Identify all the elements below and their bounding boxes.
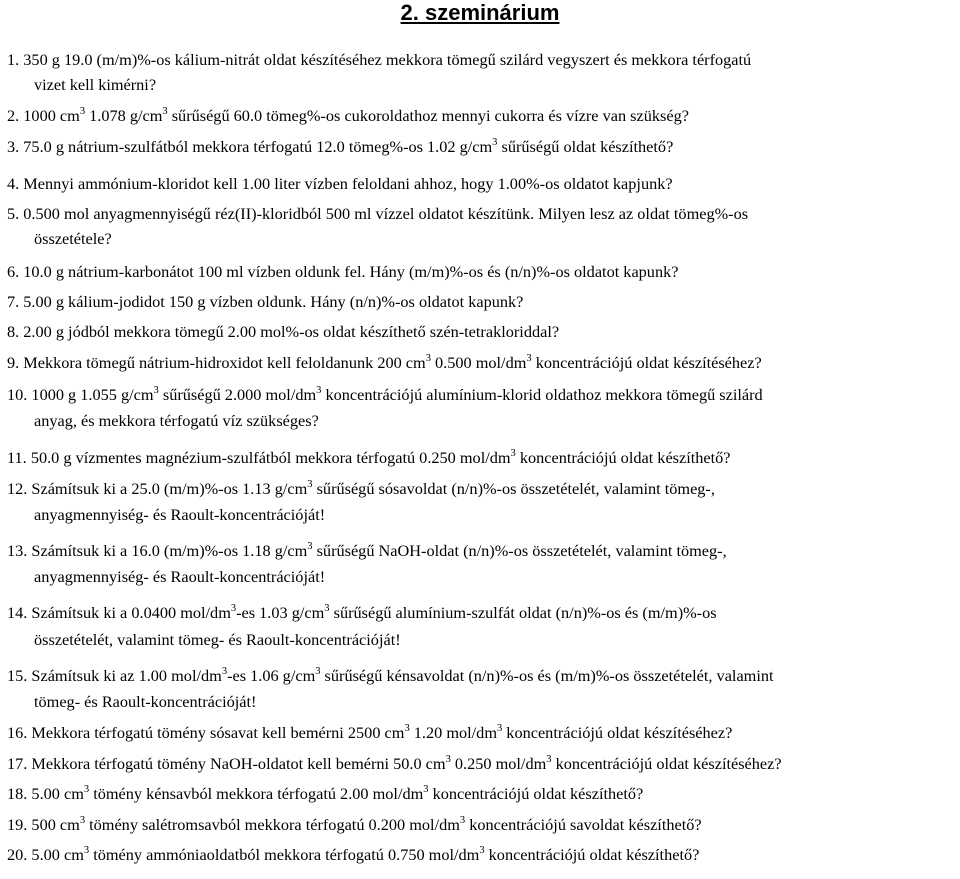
problem-text: tömény ammóniaoldatból mekkora térfogatú 0.750 mol/dm <box>89 845 480 864</box>
problem-text: koncentrációjú alumínium-klorid oldathoz mekkora tömegű szilárd <box>321 385 763 404</box>
problem-14-continuation <box>34 630 401 650</box>
problem-text: 6. 10.0 g nátrium-karbonátot 100 ml vízben oldunk fel. Hány (m/m)%-os és (n/n)%-os oldatot kapunk? <box>7 262 679 281</box>
problem-text: tömeg- és Raoult-koncentrációját! <box>34 692 257 711</box>
superscript: 3 <box>324 603 330 614</box>
superscript: 3 <box>546 754 552 765</box>
problem-text: 7. 5.00 g kálium-jodidot 150 g vízben oldunk. Hány (n/n)%-os oldatot kapunk? <box>7 292 524 311</box>
problem-text: sűrűségű kénsavoldat (n/n)%-os és (m/m)%-os összetételét, valamint <box>320 666 774 685</box>
problem-1-continuation <box>34 75 156 95</box>
problem-13-continuation <box>34 567 325 587</box>
problem-17 <box>7 754 782 774</box>
problem-text: összetételét, valamint tömeg- és Raoult-koncentrációját! <box>34 630 401 649</box>
problem-text: 17. Mekkora térfogatú tömény NaOH-oldatot kell bemérni 50.0 cm <box>7 754 446 773</box>
problem-3 <box>7 137 673 157</box>
problem-text: összetétele? <box>34 229 112 248</box>
problem-text: tömény kénsavból mekkora térfogatú 2.00 mol/dm <box>89 784 424 803</box>
problem-text: 1. 350 g 19.0 (m/m)%-os kálium-nitrát oldat készítéséhez mekkora tömegű szilárd vegyszert és mekkora térfogatú <box>7 50 752 69</box>
problem-text: 0.250 mol/dm <box>450 754 547 773</box>
problem-text: 15. Számítsuk ki az 1.00 mol/dm <box>7 666 222 685</box>
problem-text: sűrűségű alumínium-szulfát oldat (n/n)%-os és (m/m)%-os <box>329 603 717 622</box>
superscript: 3 <box>230 603 237 614</box>
problem-text: anyagmennyiség- és Raoult-koncentrációját! <box>34 567 326 586</box>
problem-text: sűrűségű 60.0 tömeg%-os cukoroldathoz mennyi cukorra és vízre van szükség? <box>167 106 689 125</box>
problem-text: 9. Mekkora tömegű nátrium-hidroxidot kell feloldanunk 200 cm <box>7 353 426 372</box>
superscript: 3 <box>492 137 498 148</box>
problem-text: 1.078 g/cm <box>85 106 163 125</box>
problem-12 <box>7 479 715 499</box>
problem-10-continuation <box>34 411 319 431</box>
problem-text: 11. 50.0 g vízmentes magnézium-szulfátból mekkora térfogatú 0.250 mol/dm <box>7 448 511 467</box>
problem-text: anyag, és mekkora térfogatú víz szükséges? <box>34 411 319 430</box>
problem-text: 13. Számítsuk ki a 16.0 (m/m)%-os 1.18 g/cm <box>7 541 308 560</box>
superscript: 3 <box>153 385 159 396</box>
problem-19 <box>7 815 702 835</box>
superscript: 3 <box>404 723 410 734</box>
problem-text: tömény salétromsavból mekkora térfogatú 0.200 mol/dm <box>85 815 460 834</box>
problem-text: sűrűségű oldat készíthető? <box>497 137 674 156</box>
problem-text: koncentrációjú oldat készítéséhez? <box>531 353 762 372</box>
problem-text: vizet kell kimérni? <box>34 75 157 94</box>
problem-text: sűrűségű sósavoldat (n/n)%-os összetételét, valamint tömeg-, <box>312 479 715 498</box>
superscript: 3 <box>307 541 313 552</box>
problem-text: 14. Számítsuk ki a 0.0400 mol/dm <box>7 603 231 622</box>
problem-11 <box>7 448 731 468</box>
problem-8 <box>7 322 559 342</box>
problem-text: 4. Mennyi ammónium-kloridot kell 1.00 liter vízben feloldani ahhoz, hogy 1.00%-os oldatot kapjunk? <box>7 174 673 193</box>
problem-2 <box>7 106 689 126</box>
problem-13 <box>7 541 727 561</box>
superscript: 3 <box>315 666 321 677</box>
problem-4 <box>7 174 673 194</box>
problem-text: koncentrációjú oldat készíthető? <box>515 448 731 467</box>
problem-5-continuation <box>34 229 112 249</box>
problem-16 <box>7 723 732 743</box>
problem-text: 3. 75.0 g nátrium-szulfátból mekkora térfogatú 12.0 tömeg%-os 1.02 g/cm <box>7 137 493 156</box>
problem-5 <box>7 204 748 224</box>
superscript: 3 <box>425 353 431 364</box>
superscript: 3 <box>510 448 516 459</box>
superscript: 3 <box>79 815 86 826</box>
problem-text: 0.500 mol/dm <box>430 353 527 372</box>
superscript: 3 <box>162 106 168 117</box>
superscript: 3 <box>496 723 503 734</box>
problem-text: -es 1.06 g/cm <box>227 666 316 685</box>
page-title: 2. szeminárium <box>400 0 560 25</box>
problem-text: koncentrációjú oldat készítéséhez? <box>502 723 733 742</box>
problem-18 <box>7 784 643 804</box>
problem-text: 19. 500 cm <box>7 815 80 834</box>
superscript: 3 <box>423 784 429 795</box>
superscript: 3 <box>316 385 322 396</box>
problem-15 <box>7 666 774 686</box>
problem-text: 8. 2.00 g jódból mekkora tömegű 2.00 mol%-os oldat készíthető szén-tetrakloriddal? <box>7 322 560 341</box>
problem-12-continuation <box>34 505 325 525</box>
problem-15-continuation <box>34 692 256 712</box>
problem-text: anyagmennyiség- és Raoult-koncentrációját! <box>34 505 326 524</box>
problem-text: sűrűségű NaOH-oldat (n/n)%-os összetételét, valamint tömeg-, <box>312 541 727 560</box>
problem-9 <box>7 353 762 373</box>
problem-20 <box>7 845 699 865</box>
problem-14 <box>7 603 717 623</box>
problem-text: koncentrációjú savoldat készíthető? <box>465 815 702 834</box>
problem-1 <box>7 50 751 70</box>
superscript: 3 <box>83 845 90 856</box>
superscript: 3 <box>307 479 313 490</box>
problem-text: -es 1.03 g/cm <box>236 603 325 622</box>
superscript: 3 <box>445 754 451 765</box>
problem-text: 5. 0.500 mol anyagmennyiségű réz(II)-kloridból 500 ml vízzel oldatot készítünk. Milyen lesz az oldat tömeg%-os <box>7 204 749 223</box>
problem-text: sűrűségű 2.000 mol/dm <box>158 385 317 404</box>
problem-text: koncentrációjú oldat készíthető? <box>484 845 700 864</box>
problem-text: 16. Mekkora térfogatú tömény sósavat kell bemérni 2500 cm <box>7 723 405 742</box>
problem-text: 12. Számítsuk ki a 25.0 (m/m)%-os 1.13 g/cm <box>7 479 308 498</box>
problem-text: 2. 1000 cm <box>7 106 80 125</box>
problem-text: 18. 5.00 cm <box>7 784 84 803</box>
problem-text: koncentrációjú oldat készíthető? <box>428 784 644 803</box>
superscript: 3 <box>79 106 86 117</box>
problem-text: 20. 5.00 cm <box>7 845 84 864</box>
superscript: 3 <box>83 784 90 795</box>
superscript: 3 <box>459 815 466 826</box>
problem-text: 10. 1000 g 1.055 g/cm <box>7 385 154 404</box>
problem-10 <box>7 385 763 405</box>
superscript: 3 <box>526 353 532 364</box>
problem-7 <box>7 292 523 312</box>
problem-6 <box>7 262 678 282</box>
problem-text: 1.20 mol/dm <box>409 723 497 742</box>
superscript: 3 <box>479 845 485 856</box>
problem-text: koncentrációjú oldat készítéséhez? <box>551 754 782 773</box>
superscript: 3 <box>221 666 228 677</box>
